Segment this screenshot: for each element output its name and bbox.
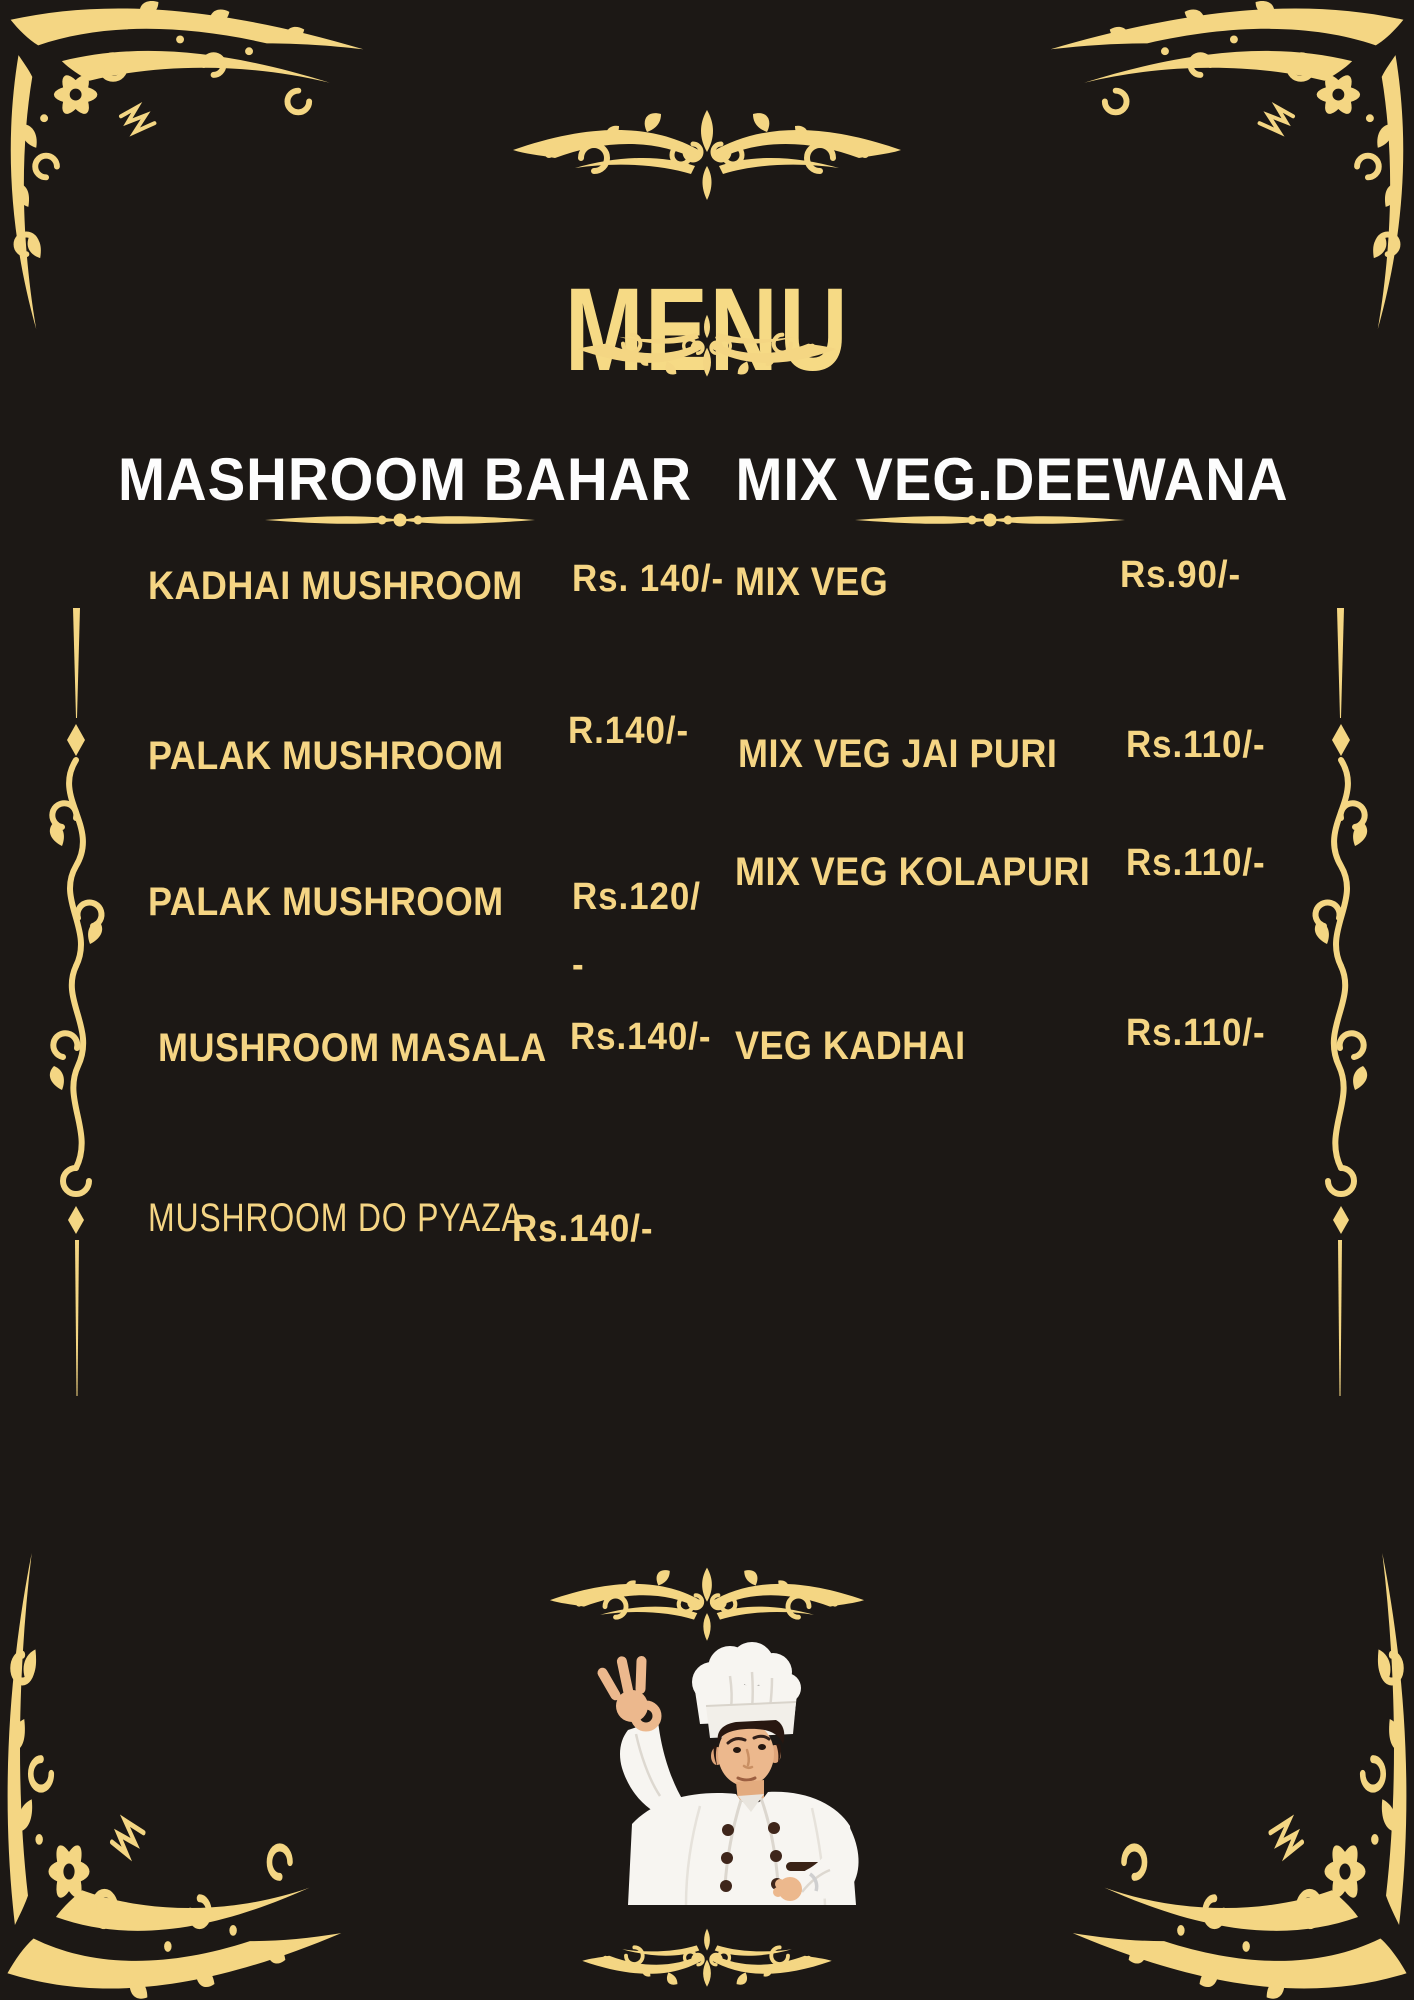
menu-item-price: R.140/- (568, 710, 690, 752)
menu-item-name: MIX VEG JAI PURI (738, 732, 1058, 776)
menu-item-name: MUSHROOM DO PYAZA (148, 1196, 524, 1240)
menu-item-name: PALAK MUSHROOM (148, 734, 504, 778)
menu-item-name: MUSHROOM MASALA (158, 1026, 547, 1070)
menu-item-name: MIX VEG (735, 560, 889, 604)
corner-ornament-bottom-left (0, 1545, 345, 2000)
corner-ornament-bottom-right (1069, 1545, 1414, 2000)
chef-image (540, 1642, 870, 1905)
footer-flourish-top (537, 1566, 877, 1644)
menu-item-price: Rs.140/- (512, 1208, 654, 1250)
menu-item-price: Rs.110/- (1126, 1012, 1266, 1054)
page-title: MENU (564, 264, 850, 397)
section-heading-mushroom-bahar: MASHROOM BAHAR (118, 446, 693, 513)
menu-item-price: Rs.140/- (570, 1016, 712, 1058)
menu-item-price-wrap: - (572, 944, 585, 986)
menu-item-price: Rs.120/ (572, 876, 701, 918)
menu-item-name: KADHAI MUSHROOM (148, 564, 523, 608)
side-border-left (32, 608, 117, 1398)
side-border-right (1300, 608, 1385, 1398)
header-flourish-top (497, 108, 917, 204)
header-flourish-bottom (567, 312, 847, 378)
footer-flourish-bottom (572, 1926, 842, 1988)
section-divider-left (265, 512, 535, 528)
section-divider-right (855, 512, 1125, 528)
menu-item-price: Rs.110/- (1126, 842, 1266, 884)
menu-item-name: MIX VEG KOLAPURI (735, 850, 1091, 894)
menu-item-price: Rs. 140/- (572, 558, 725, 600)
corner-ornament-top-right (1044, 0, 1414, 335)
menu-item-name: PALAK MUSHROOM (148, 880, 504, 924)
section-heading-mix-veg-deewana: MIX VEG.DEEWANA (735, 446, 1289, 513)
menu-item-name: VEG KADHAI (735, 1024, 966, 1068)
menu-item-price: Rs.90/- (1120, 554, 1242, 596)
corner-ornament-top-left (0, 0, 370, 335)
menu-item-price: Rs.110/- (1126, 724, 1266, 766)
